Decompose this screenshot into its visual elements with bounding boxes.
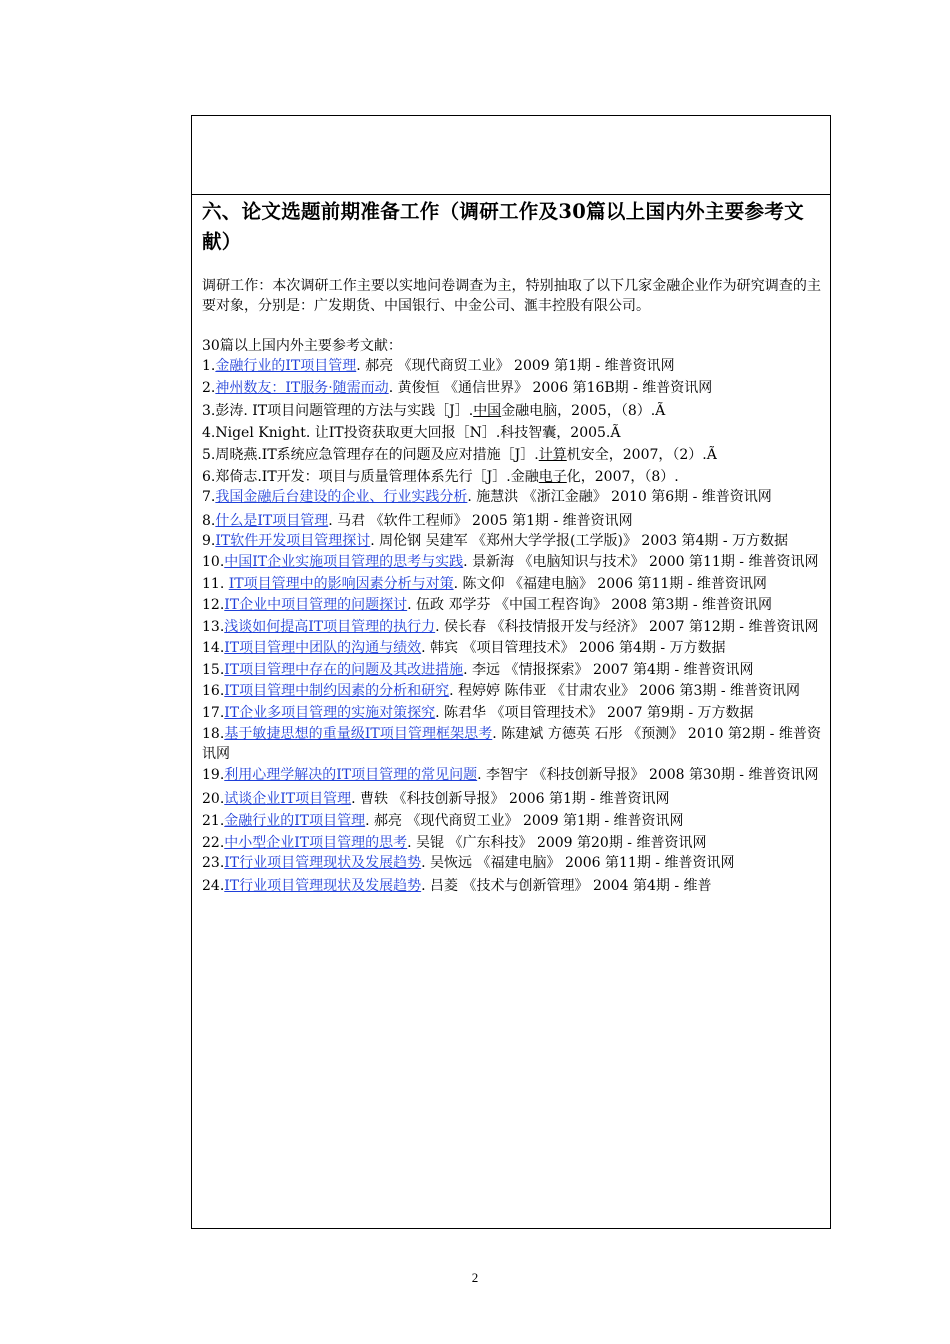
empty-table-cell [192,116,830,195]
reference-link[interactable]: IT项目管理中存在的问题及其改进措施 [224,661,464,678]
reference-item: 24.IT行业项目管理现状及发展趋势. 吕菱 《技术与创新管理》 2004 第4期 - 维普 [202,878,712,894]
form-table [191,115,831,1229]
reference-item: 20.试谈企业IT项目管理. 曹轶 《科技创新导报》 2006 第1期 - 维普资讯网 [202,790,670,807]
reference-link[interactable]: 什么是IT项目管理 [215,512,329,529]
reference-item: 6.郑倚志.IT开发：项目与质量管理体系先行［J］.金融电子化，2007，（8）. [202,469,679,485]
reference-item: 23.IT行业项目管理现状及发展趋势. 吴恢远 《福建电脑》 2006 第11期 - 维普资讯网 [202,854,735,871]
reference-item: 11. IT项目管理中的影响因素分析与对策. 陈文仰 《福建电脑》 2006 第11期 - 维普资讯网 [202,575,767,592]
reference-item: 4.Nigel Knight. 让IT投资获取更大回报［N］.科技智囊，2005.Ã [202,425,621,441]
page-number: 2 [471,1270,479,1285]
reference-item: 18.基于敏捷思想的重量级IT项目管理框架思考. 陈建斌 方德英 石彤 《预测》 2010 第2期 - 维普资讯网 [202,726,821,762]
reference-link[interactable]: IT企业中项目管理的问题探讨 [224,597,408,613]
research-paragraph: 调研工作：本次调研工作主要以实地问卷调查为主，特别抽取了以下几家金融企业作为研究调查的主要对象，分别是：广发期货、中国银行、中金公司、滙丰控股有限公司。 [202,278,821,314]
reference-link[interactable]: 金融行业的IT项目管理 [215,358,357,374]
section-title: 六、论文选题前期准备工作（调研工作及30篇以上国内外主要参考文献） [202,200,804,253]
reference-item: 8.什么是IT项目管理. 马君 《软件工程师》 2005 第1期 - 维普资讯网 [202,512,633,529]
reference-link[interactable]: 利用心理学解决的IT项目管理的常见问题 [224,767,478,783]
reference-item: 1.金融行业的IT项目管理. 郝亮 《现代商贸工业》 2009 第1期 - 维普资讯网 [202,358,675,374]
reference-item: 15.IT项目管理中存在的问题及其改进措施. 李远 《情报探索》 2007 第4期 - 维普资讯网 [202,661,754,678]
reference-item: 12.IT企业中项目管理的问题探讨. 伍政 邓学芬 《中国工程咨询》 2008 第3期 - 维普资讯网 [202,597,773,613]
reference-item: 5.周晓燕.IT系统应急管理存在的问题及应对措施［J］.计算机安全，2007，（2）.Ã [202,447,717,463]
reference-item: 7.我国金融后台建设的企业、行业实践分析. 施慧洪 《浙江金融》 2010 第6期 - 维普资讯网 [202,489,772,505]
references-heading: 30篇以上国内外主要参考文献： [202,338,402,354]
reference-link[interactable]: 基于敏捷思想的重量级IT项目管理框架思考 [224,726,493,742]
reference-link[interactable]: IT项目管理中制约因素的分析和研究 [224,683,450,699]
reference-link[interactable]: 我国金融后台建设的企业、行业实践分析 [215,489,468,505]
reference-item: 17.IT企业多项目管理的实施对策探究. 陈君华 《项目管理技术》 2007 第9期 - 万方数据 [202,704,754,721]
reference-item: 14.IT项目管理中团队的沟通与绩效. 韩宾 《项目管理技术》 2006 第4期 - 万方数据 [202,640,726,656]
reference-item: 19.利用心理学解决的IT项目管理的常见问题. 李智宇 《科技创新导报》 2008 第30期 - 维普资讯网 [202,767,819,783]
reference-link[interactable]: 中国IT企业实施项目管理的思考与实践 [224,554,464,570]
reference-item: 3.彭涛. IT项目问题管理的方法与实践［J］.中国金融电脑，2005，（8）.Ã [202,403,666,419]
reference-link[interactable]: 浅谈如何提高IT项目管理的执行力 [224,618,436,635]
reference-link[interactable]: IT行业项目管理现状及发展趋势 [224,854,422,871]
reference-item: 16.IT项目管理中制约因素的分析和研究. 程婷婷 陈伟亚 《甘肃农业》 2006 第3期 - 维普资讯网 [202,683,801,699]
reference-item: 21.金融行业的IT项目管理. 郝亮 《现代商贸工业》 2009 第1期 - 维普资讯网 [202,812,684,829]
section-cell [192,197,830,897]
reference-link[interactable]: IT软件开发项目管理探讨 [215,532,371,549]
reference-link[interactable]: 中小型企业IT项目管理的思考 [224,834,408,851]
reference-item: 10.中国IT企业实施项目管理的思考与实践. 景新海 《电脑知识与技术》 2000 第11期 - 维普资讯网 [202,554,819,570]
reference-link[interactable]: IT项目管理中团队的沟通与绩效 [224,640,422,656]
reference-link[interactable]: IT企业多项目管理的实施对策探究 [224,704,436,721]
reference-link[interactable]: 金融行业的IT项目管理 [224,812,366,829]
reference-link[interactable]: 试谈企业IT项目管理 [224,790,352,807]
reference-link[interactable]: 神州数友：IT服务·随需而动 [215,379,389,396]
reference-link[interactable]: IT项目管理中的影响因素分析与对策 [228,575,454,592]
reference-link[interactable]: IT行业项目管理现状及发展趋势 [224,878,422,894]
reference-item: 22.中小型企业IT项目管理的思考. 吴锟 《广东科技》 2009 第20期 - 维普资讯网 [202,834,707,851]
reference-item: 2.神州数友：IT服务·随需而动. 黄俊恒 《通信世界》 2006 第16B期 - 维普资讯网 [202,379,713,396]
reference-item: 9.IT软件开发项目管理探讨. 周伦钢 吴建军 《郑州大学学报(工学版)》 2003 第4期 - 万方数据 [202,532,789,549]
reference-item: 13.浅谈如何提高IT项目管理的执行力. 侯长春 《科技情报开发与经济》 2007 第12期 - 维普资讯网 [202,618,819,635]
